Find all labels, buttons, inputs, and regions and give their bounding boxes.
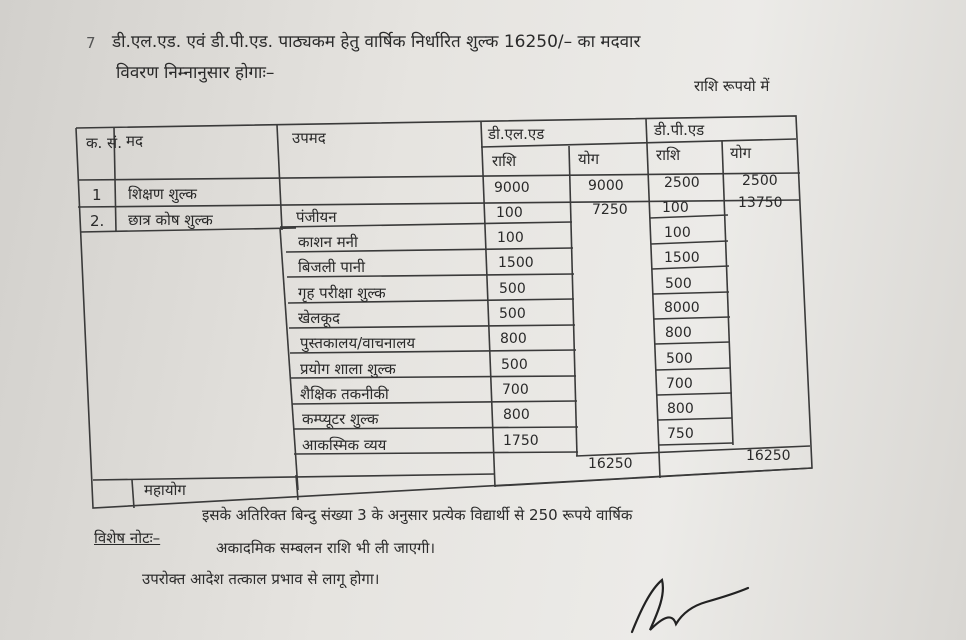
row-11-del-amount: 1750 <box>503 433 539 449</box>
del-total-1: 9000 <box>588 178 624 194</box>
row-5-del-amount: 500 <box>499 281 526 297</box>
note-line-3: उपरोक्त आदेश तत्काल प्रभाव से लागू होगा। <box>142 570 380 588</box>
dped-total-header: योग <box>730 144 752 162</box>
row-11-subitem: आकस्मिक व्यय <box>302 436 387 454</box>
row-5-subitem: गृह परीक्षा शुल्क <box>298 284 386 302</box>
row-6-dped-amount: 8000 <box>664 300 700 316</box>
row-11-dped-amount: 750 <box>667 426 694 442</box>
header-line-1: डी.एल.एड. एवं डी.पी.एड. पाठ्यकम हेतु वार्षिक निर्धारित शुल्क 16250/– का मदवार <box>112 32 641 52</box>
row-10-subitem: कम्प्यूटर शुल्क <box>302 410 379 428</box>
row-9-del-amount: 700 <box>502 382 529 398</box>
row-3-dped-amount: 100 <box>664 225 691 241</box>
dped-total-2: 13750 <box>738 195 783 211</box>
row-6-subitem: खेलकूद <box>298 309 340 327</box>
signature-mark <box>620 572 760 640</box>
note-label: विशेष नोटः– <box>94 529 161 547</box>
grand-total-label: महायोग <box>144 481 186 499</box>
bullet-mark: 7 <box>86 34 96 52</box>
row-1-item: शिक्षण शुल्क <box>128 185 197 203</box>
row-3-subitem: काशन मनी <box>298 233 358 251</box>
row-8-dped-amount: 500 <box>666 351 693 367</box>
col-header-subitem: उपमद <box>292 129 326 147</box>
row-4-del-amount: 1500 <box>498 255 534 271</box>
row-6-del-amount: 500 <box>499 306 526 322</box>
group-header-del: डी.एल.एड <box>488 125 545 143</box>
row-9-dped-amount: 700 <box>666 376 693 392</box>
group-header-dped: डी.पी.एड <box>654 121 705 139</box>
row-4-subitem: बिजली पानी <box>298 258 366 276</box>
col-header-sn: क. सं. <box>86 134 122 152</box>
row-9-subitem: शैक्षिक तकनीकी <box>300 385 389 403</box>
row-10-dped-amount: 800 <box>667 401 694 417</box>
note-line-2: अकादमिक सम्बलन राशि भी ली जाएगी। <box>216 539 436 557</box>
del-amount-header: राशि <box>492 152 517 170</box>
row-2-subitem: पंजीयन <box>296 208 337 226</box>
dped-amount-header: राशि <box>656 146 681 164</box>
row-3-del-amount: 100 <box>497 230 524 246</box>
grand-total-del: 16250 <box>588 456 633 472</box>
header-line-2: विवरण निम्नानुसार होगाः– <box>116 63 275 83</box>
row-1-dped-amount: 2500 <box>664 175 700 191</box>
row-1-sn: 1 <box>92 186 102 204</box>
grand-total-dped: 16250 <box>746 448 791 464</box>
row-4-dped-amount: 1500 <box>664 250 700 266</box>
row-2-del-amount: 100 <box>496 205 523 221</box>
row-1-del-amount: 9000 <box>494 180 530 196</box>
row-2-item: छात्र कोष शुल्क <box>128 211 213 229</box>
note-line-1: इसके अतिरिक्त बिन्दु संख्या 3 के अनुसार प्रत्येक विद्यार्थी से 250 रूपये वार्षिक <box>202 506 633 524</box>
row-2-dped-amount: 100 <box>662 200 689 216</box>
del-total-header: योग <box>578 150 600 168</box>
unit-note: राशि रूपयो में <box>694 77 770 95</box>
col-header-item: मद <box>126 132 143 150</box>
row-8-del-amount: 500 <box>501 357 528 373</box>
del-total-2: 7250 <box>592 202 628 218</box>
row-7-subitem: पुस्तकालय/वाचनालय <box>300 334 416 352</box>
row-8-subitem: प्रयोग शाला शुल्क <box>300 360 396 378</box>
row-10-del-amount: 800 <box>503 407 530 423</box>
row-2-sn: 2. <box>90 212 105 230</box>
dped-total-1: 2500 <box>742 173 778 189</box>
row-7-del-amount: 800 <box>500 331 527 347</box>
row-5-dped-amount: 500 <box>665 276 692 292</box>
row-7-dped-amount: 800 <box>665 325 692 341</box>
